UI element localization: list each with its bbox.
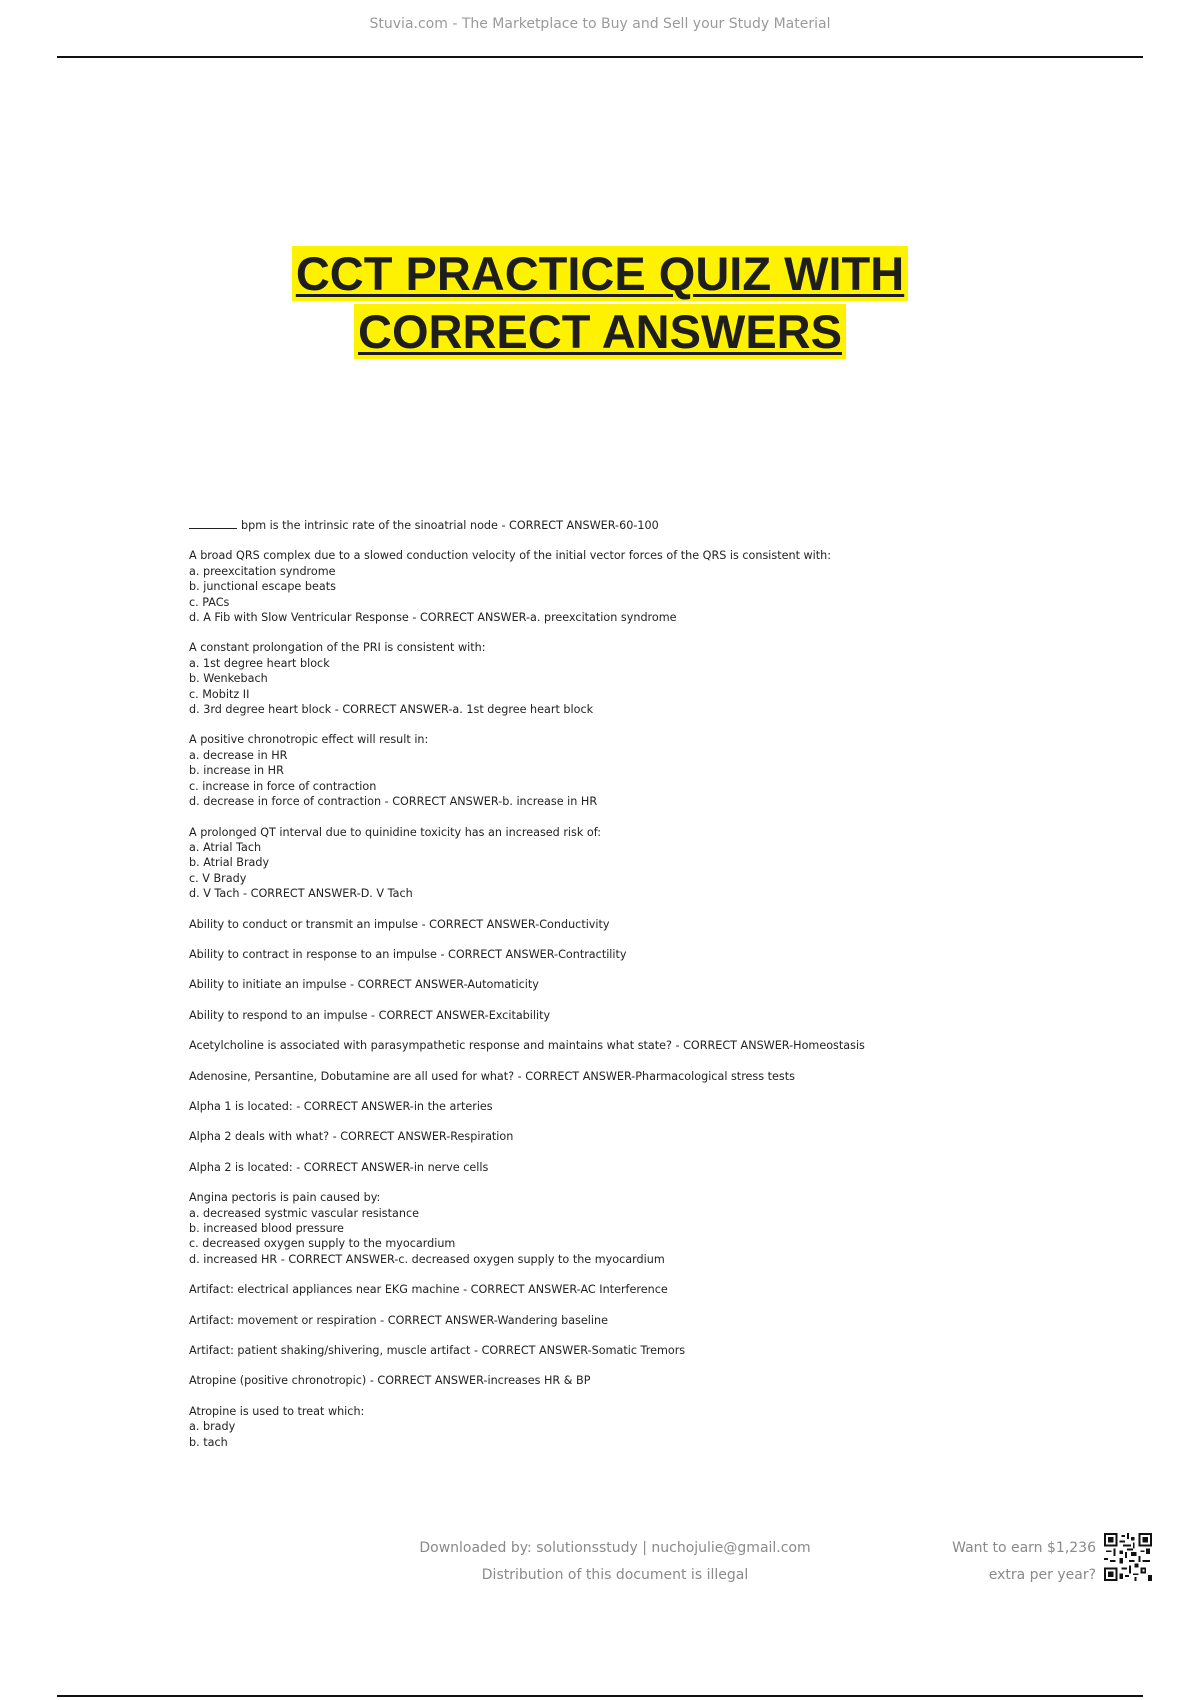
question-text: Ability to conduct or transmit an impulse - CORRECT ANSWER-Conductivity <box>189 917 610 931</box>
answer-option: d. V Tach - CORRECT ANSWER-D. V Tach <box>189 887 413 901</box>
question-text: A positive chronotropic effect will result in: <box>189 733 429 747</box>
qa-item <box>189 1343 949 1358</box>
question-text: Ability to respond to an impulse - CORRECT ANSWER-Excitability <box>189 1008 551 1022</box>
answer-option: a. Atrial Tach <box>189 840 262 854</box>
question-text: Alpha 2 is located: - CORRECT ANSWER-in nerve cells <box>189 1160 489 1174</box>
qa-item <box>189 548 949 625</box>
qa-item <box>189 732 949 809</box>
question-text: Artifact: movement or respiration - CORRECT ANSWER-Wandering baseline <box>189 1313 608 1327</box>
question-text <box>189 518 949 533</box>
answer-option: a. decreased systmic vascular resistance <box>189 1206 419 1220</box>
answer-option: c. Mobitz II <box>189 687 250 701</box>
question-text: Artifact: patient shaking/shivering, muscle artifact - CORRECT ANSWER-Somatic Tremors <box>189 1344 686 1358</box>
qa-item <box>189 1282 949 1297</box>
qa-item <box>189 977 949 992</box>
question-text: Alpha 1 is located: - CORRECT ANSWER-in the arteries <box>189 1099 493 1113</box>
earn-promo-line-1: Want to earn $1,236 <box>952 1540 1096 1556</box>
earn-promo-line-2: extra per year? <box>988 1567 1096 1583</box>
answer-option: c. increase in force of contraction <box>189 779 377 793</box>
document-title <box>0 246 1200 362</box>
downloaded-by-text: Downloaded by: solutionsstudy | nuchojulie@gmail.com <box>419 1540 811 1556</box>
answer-option: c. PACs <box>189 595 230 609</box>
qa-item <box>189 1190 949 1267</box>
qa-item <box>189 1008 949 1023</box>
earn-promo[interactable] <box>952 1535 1096 1589</box>
qa-item <box>189 1313 949 1328</box>
qa-item <box>189 640 949 717</box>
title-line-2: CORRECT ANSWERS <box>354 304 846 359</box>
distribution-warning: Distribution of this document is illegal <box>481 1567 749 1583</box>
question-text: Angina pectoris is pain caused by: <box>189 1191 381 1205</box>
question-text: Artifact: electrical appliances near EKG machine - CORRECT ANSWER-AC Interference <box>189 1283 668 1297</box>
question-text-after-blank: bpm is the intrinsic rate of the sinoatrial node - CORRECT ANSWER-60-100 <box>241 519 659 532</box>
header-divider <box>57 56 1143 58</box>
fill-in-blank <box>189 518 237 529</box>
qa-item <box>189 947 949 962</box>
qa-item <box>189 917 949 932</box>
question-text: Acetylcholine is associated with parasympathetic response and maintains what state? - CORRECT ANSWER-Homeostasis <box>189 1039 865 1053</box>
answer-option: a. 1st degree heart block <box>189 656 330 670</box>
answer-option: d. increased HR - CORRECT ANSWER-c. decreased oxygen supply to the myocardium <box>189 1252 665 1266</box>
question-text: Alpha 2 deals with what? - CORRECT ANSWER-Respiration <box>189 1130 514 1144</box>
qa-item <box>189 1373 949 1388</box>
qr-code-icon[interactable] <box>1104 1532 1152 1582</box>
qa-item <box>189 1129 949 1144</box>
question-text: Adenosine, Persantine, Dobutamine are all used for what? - CORRECT ANSWER-Pharmacological stress tests <box>189 1069 795 1083</box>
question-list <box>189 518 949 1465</box>
answer-option: a. decrease in HR <box>189 748 288 762</box>
answer-option: d. A Fib with Slow Ventricular Response - CORRECT ANSWER-a. preexcitation syndrome <box>189 611 677 625</box>
title-line-1: CCT PRACTICE QUIZ WITH <box>292 246 908 301</box>
question-text: Ability to contract in response to an impulse - CORRECT ANSWER-Contractility <box>189 947 627 961</box>
question-text: Ability to initiate an impulse - CORRECT ANSWER-Automaticity <box>189 978 539 992</box>
qa-item <box>189 518 949 533</box>
qa-item <box>189 1099 949 1114</box>
site-header-text: Stuvia.com - The Marketplace to Buy and Sell your Study Material <box>369 16 831 32</box>
answer-option: b. Atrial Brady <box>189 856 270 870</box>
question-text: A prolonged QT interval due to quinidine toxicity has an increased risk of: <box>189 825 602 839</box>
answer-option: d. decrease in force of contraction - CORRECT ANSWER-b. increase in HR <box>189 795 598 809</box>
qa-item <box>189 1160 949 1175</box>
question-text: A constant prolongation of the PRI is consistent with: <box>189 641 486 655</box>
answer-option: b. increase in HR <box>189 764 284 778</box>
answer-option: d. 3rd degree heart block - CORRECT ANSWER-a. 1st degree heart block <box>189 703 594 717</box>
question-text: Atropine is used to treat which: <box>189 1404 365 1418</box>
answer-option: b. increased blood pressure <box>189 1222 344 1235</box>
answer-option: b. junctional escape beats <box>189 580 336 594</box>
answer-option: a. preexcitation syndrome <box>189 564 336 578</box>
answer-option: c. decreased oxygen supply to the myocardium <box>189 1237 456 1251</box>
qa-item <box>189 1404 949 1450</box>
answer-option: a. brady <box>189 1420 236 1434</box>
qa-item <box>189 825 949 902</box>
qa-item <box>189 1069 949 1084</box>
answer-option: c. V Brady <box>189 871 247 885</box>
answer-option: b. Wenkebach <box>189 672 268 686</box>
footer-divider <box>57 1695 1143 1697</box>
question-text: A broad QRS complex due to a slowed conduction velocity of the initial vector forces of the QRS is consistent with: <box>189 549 832 563</box>
download-notice <box>330 1535 900 1589</box>
qa-item <box>189 1038 949 1053</box>
question-text: Atropine (positive chronotropic) - CORRECT ANSWER-increases HR & BP <box>189 1374 591 1388</box>
answer-option: b. tach <box>189 1435 228 1449</box>
